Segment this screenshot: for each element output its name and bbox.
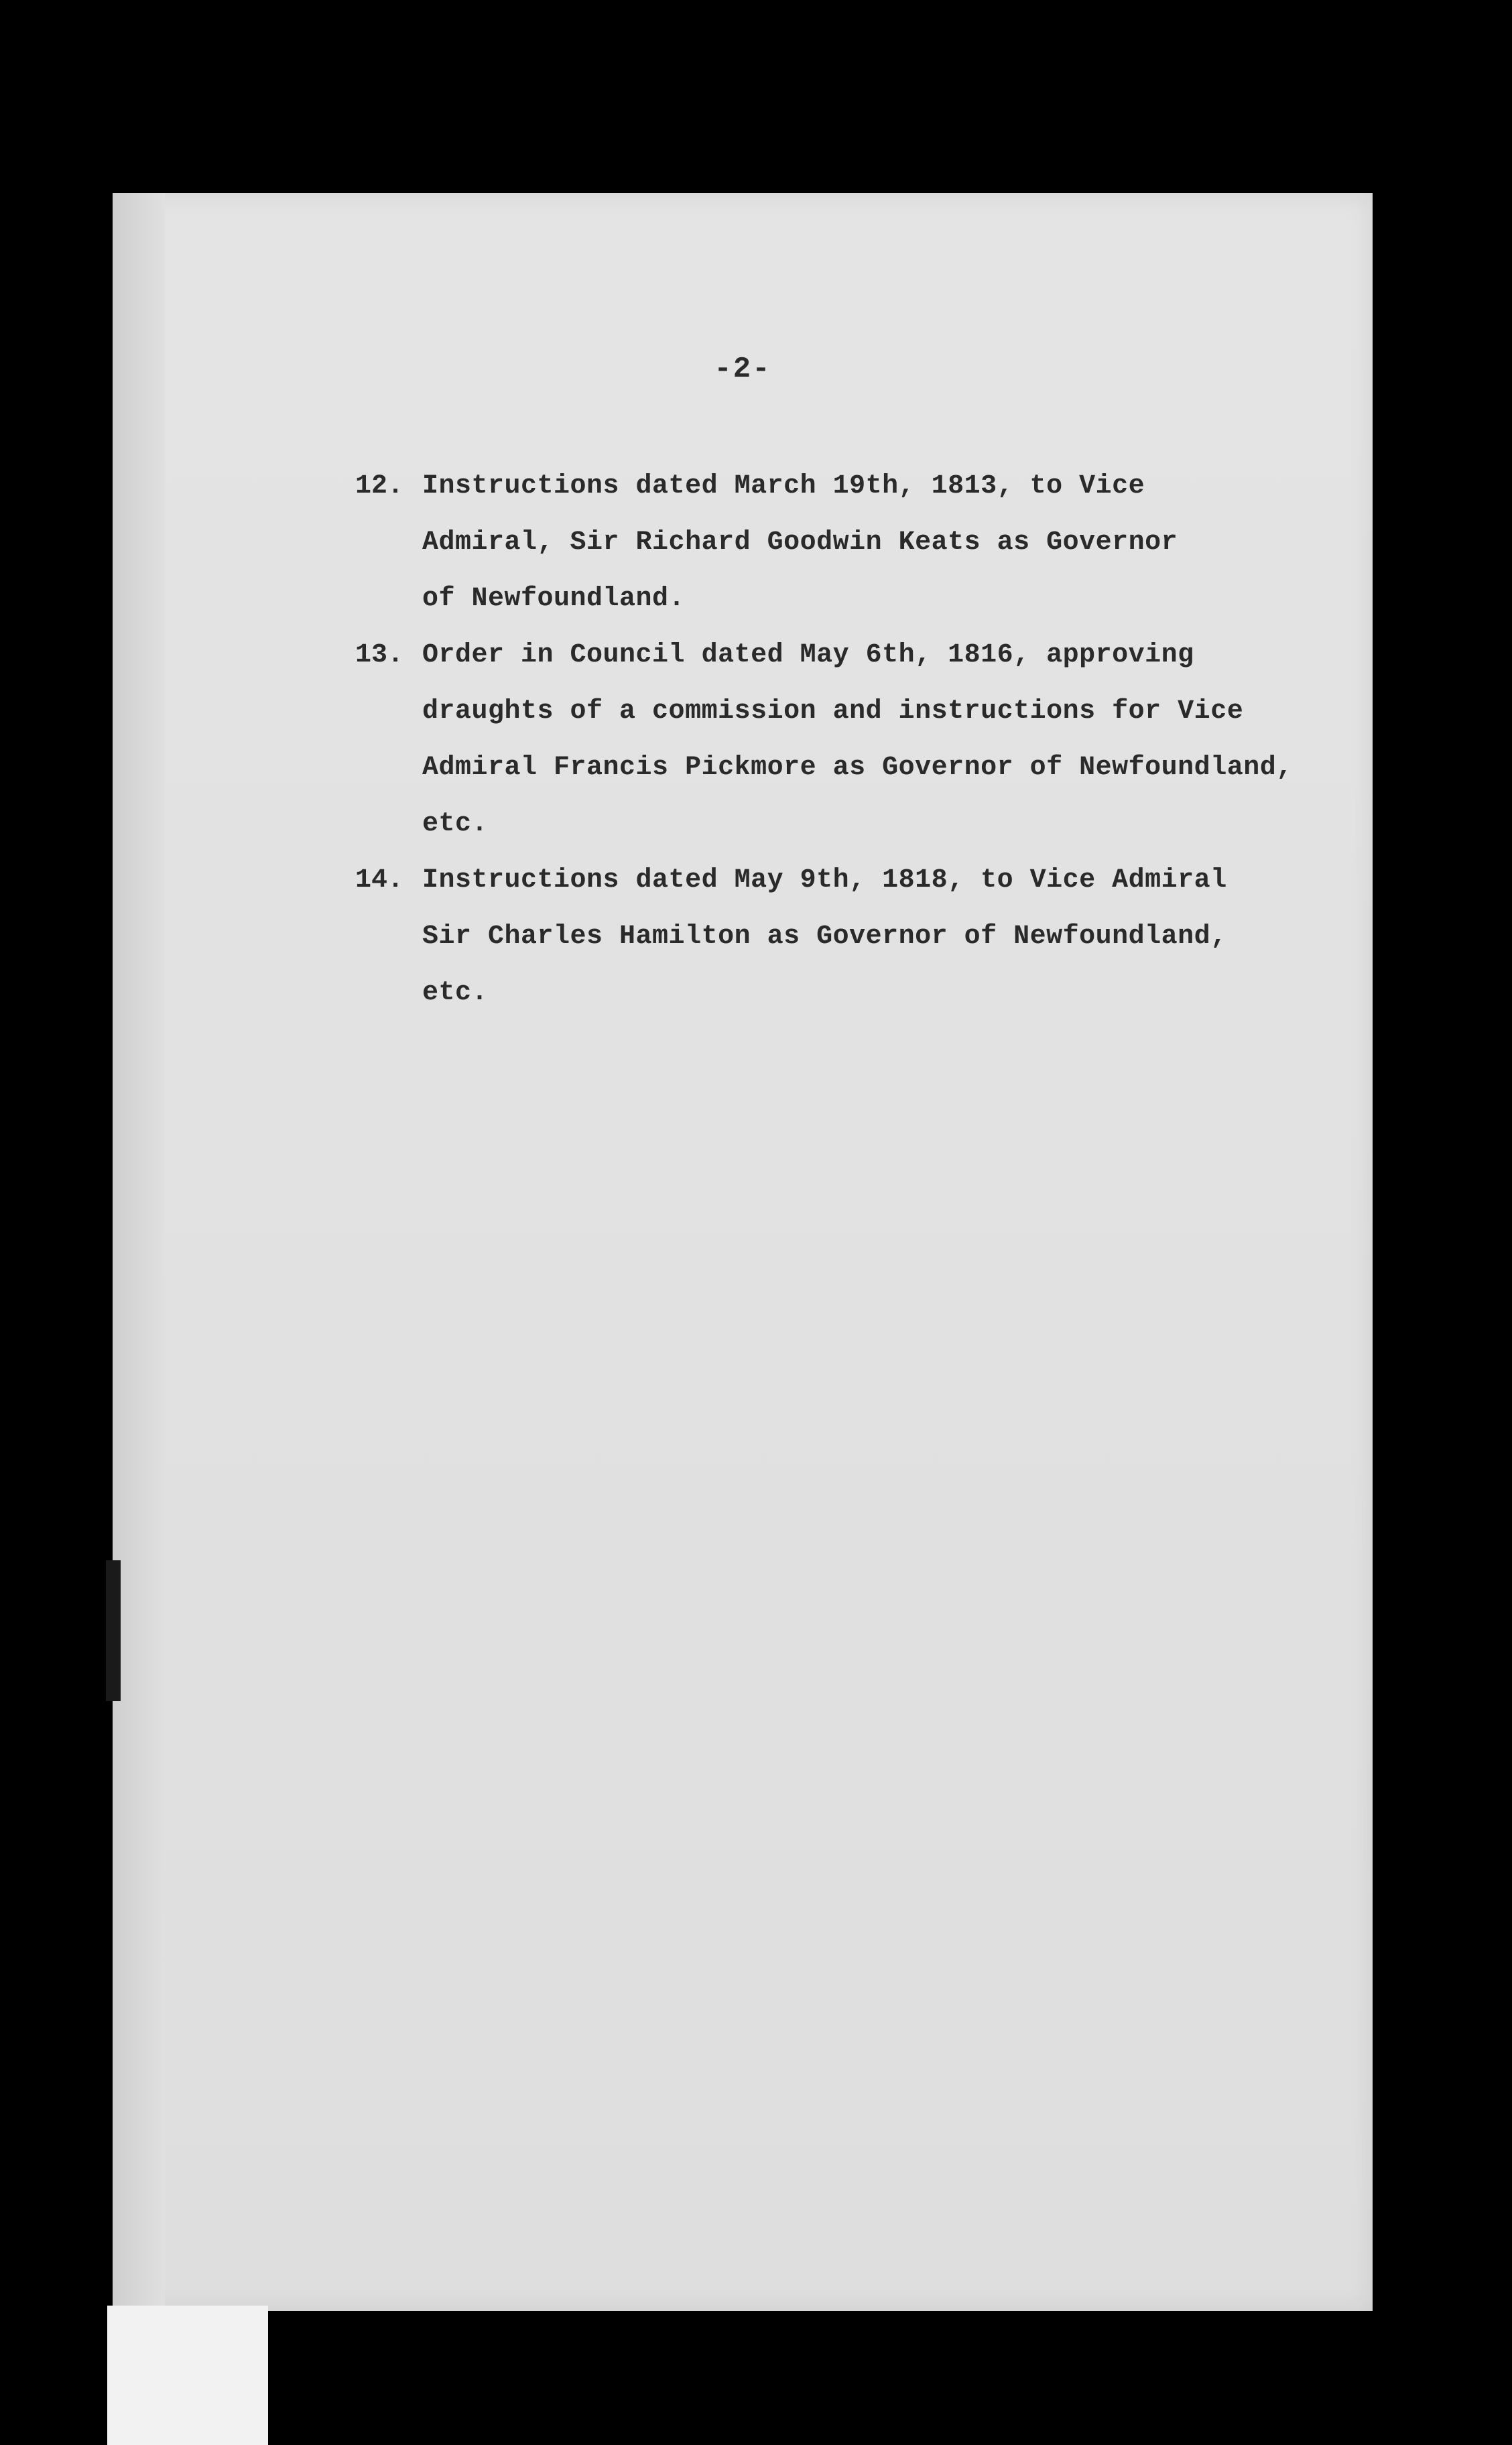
sheet-binding-edge bbox=[113, 193, 165, 2311]
item-list bbox=[355, 458, 1334, 1021]
item-text-line: Admiral Francis Pickmore as Governor of Newfoundland, bbox=[422, 753, 1293, 783]
item-text-line: of Newfoundland. bbox=[422, 584, 686, 614]
item-text-line: etc. bbox=[422, 978, 489, 1008]
document-sheet bbox=[113, 193, 1373, 2311]
item-text-line: Instructions dated March 19th, 1813, to Vice bbox=[422, 471, 1145, 501]
item-text-line: Admiral, Sir Richard Goodwin Keats as Governor bbox=[422, 527, 1178, 558]
item-text-line: draughts of a commission and instructions for Vice bbox=[422, 696, 1244, 727]
list-item-12 bbox=[355, 458, 1334, 627]
item-number: 12. bbox=[355, 471, 404, 501]
item-text-line: Instructions dated May 9th, 1818, to Vice Admiral bbox=[422, 865, 1227, 895]
item-number: 14. bbox=[355, 865, 404, 895]
page-number: -2- bbox=[714, 353, 771, 386]
item-text-line: etc. bbox=[422, 809, 489, 839]
list-item-14 bbox=[355, 853, 1334, 1021]
item-text-line: Order in Council dated May 6th, 1816, approving bbox=[422, 640, 1194, 670]
list-item-13 bbox=[355, 627, 1334, 853]
sheet-edge-mark bbox=[106, 1560, 121, 1701]
item-text-line: Sir Charles Hamilton as Governor of Newfoundland, bbox=[422, 922, 1227, 952]
scanner-target-tab bbox=[107, 2306, 268, 2445]
item-number: 13. bbox=[355, 640, 404, 670]
